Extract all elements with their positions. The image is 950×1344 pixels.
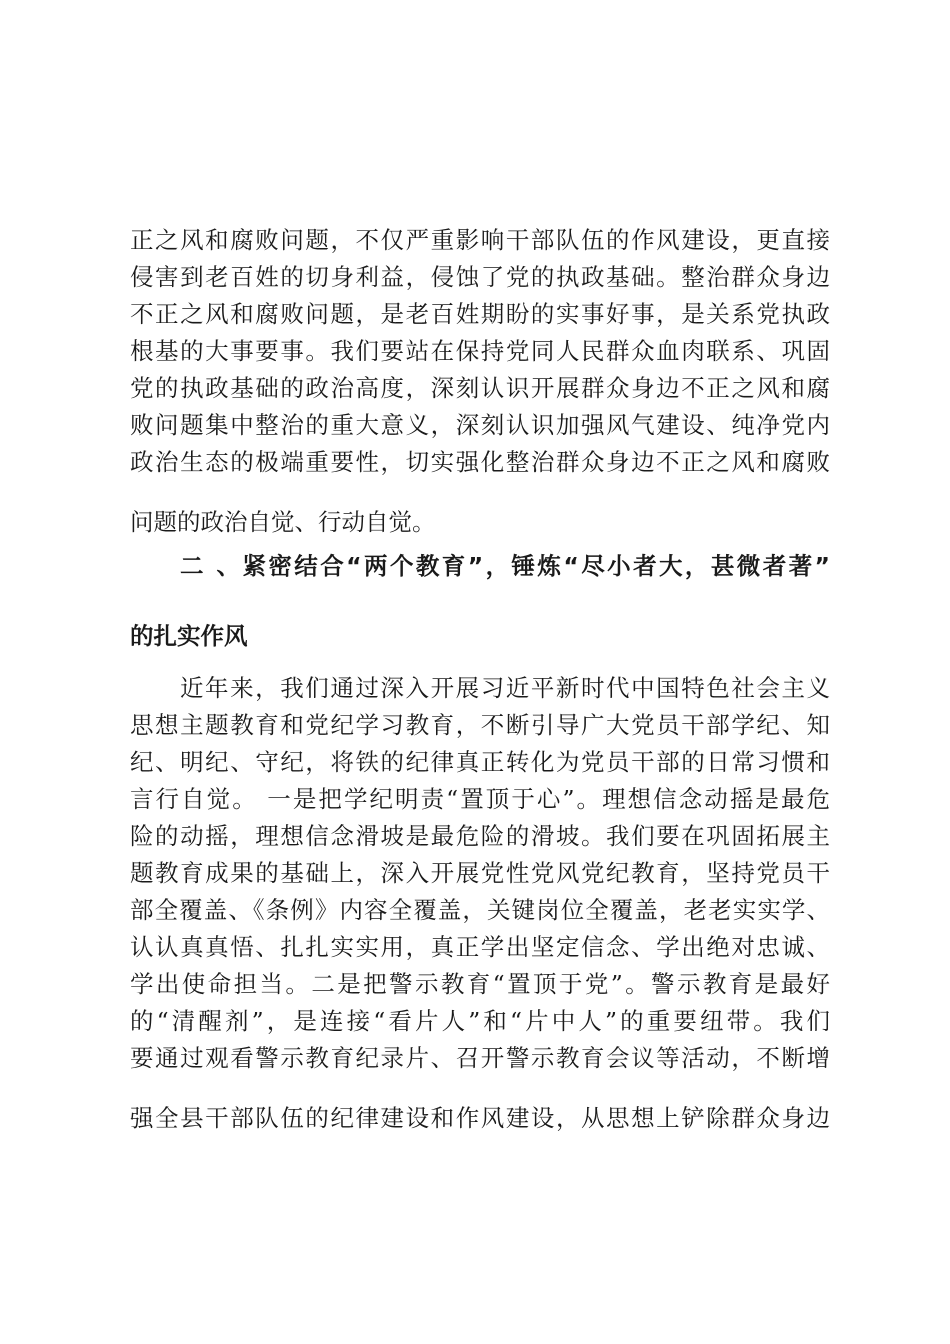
section-heading-line: 二 、紧密结合“两个教育”，锤炼“尽小者大，甚微者著” (180, 552, 830, 580)
paragraph-2-line: 学出使命担当。二是把警示教育“置顶于党”。警示教育是最好 (130, 970, 830, 998)
paragraph-2-line: 近年来，我们通过深入开展习近平新时代中国特色社会主义 (180, 674, 830, 702)
paragraph-1-line: 不正之风和腐败问题，是老百姓期盼的实事好事，是关系党执政 (130, 300, 830, 328)
paragraph-1-line: 侵害到老百姓的切身利益，侵蚀了党的执政基础。整治群众身边 (130, 263, 830, 291)
paragraph-2-line: 纪、明纪、守纪，将铁的纪律真正转化为党员干部的日常习惯和 (130, 748, 830, 776)
paragraph-2-line: 险的动摇，理想信念滑坡是最危险的滑坡。我们要在巩固拓展主 (130, 822, 830, 850)
paragraph-2-line: 的“清醒剂”，是连接“看片人”和“片中人”的重要纽带。我们 (130, 1007, 830, 1035)
paragraph-2-line: 要通过观看警示教育纪录片、召开警示教育会议等活动，不断增 (130, 1044, 830, 1072)
paragraph-1-line: 正之风和腐败问题，不仅严重影响干部队伍的作风建设，更直接 (130, 226, 830, 254)
paragraph-1-line: 根基的大事要事。我们要站在保持党同人民群众血肉联系、巩固 (130, 337, 830, 365)
paragraph-1-line: 政治生态的极端重要性，切实强化整治群众身边不正之风和腐败 (130, 448, 830, 476)
paragraph-2-line: 认认真真悟、扎扎实实用，真正学出坚定信念、学出绝对忠诚、 (130, 933, 830, 961)
paragraph-2-line: 部全覆盖、《条例》内容全覆盖，关键岗位全覆盖，老老实实学、 (130, 896, 830, 924)
paragraph-1-line: 问题的政治自觉、行动自觉。 (130, 508, 436, 536)
section-heading-line: 的扎实作风 (130, 622, 248, 650)
paragraph-2-line: 言行自觉。 一是把学纪明责“置顶于心”。理想信念动摇是最危 (130, 785, 830, 813)
paragraph-2-line: 强全县干部队伍的纪律建设和作风建设，从思想上铲除群众身边 (130, 1104, 830, 1132)
paragraph-2-line: 思想主题教育和党纪学习教育，不断引导广大党员干部学纪、知 (130, 711, 830, 739)
paragraph-1-line: 败问题集中整治的重大意义，深刻认识加强风气建设、纯净党内 (130, 411, 830, 439)
paragraph-1-line: 党的执政基础的政治高度，深刻认识开展群众身边不正之风和腐 (130, 374, 830, 402)
paragraph-2-line: 题教育成果的基础上，深入开展党性党风党纪教育，坚持党员干 (130, 859, 830, 887)
